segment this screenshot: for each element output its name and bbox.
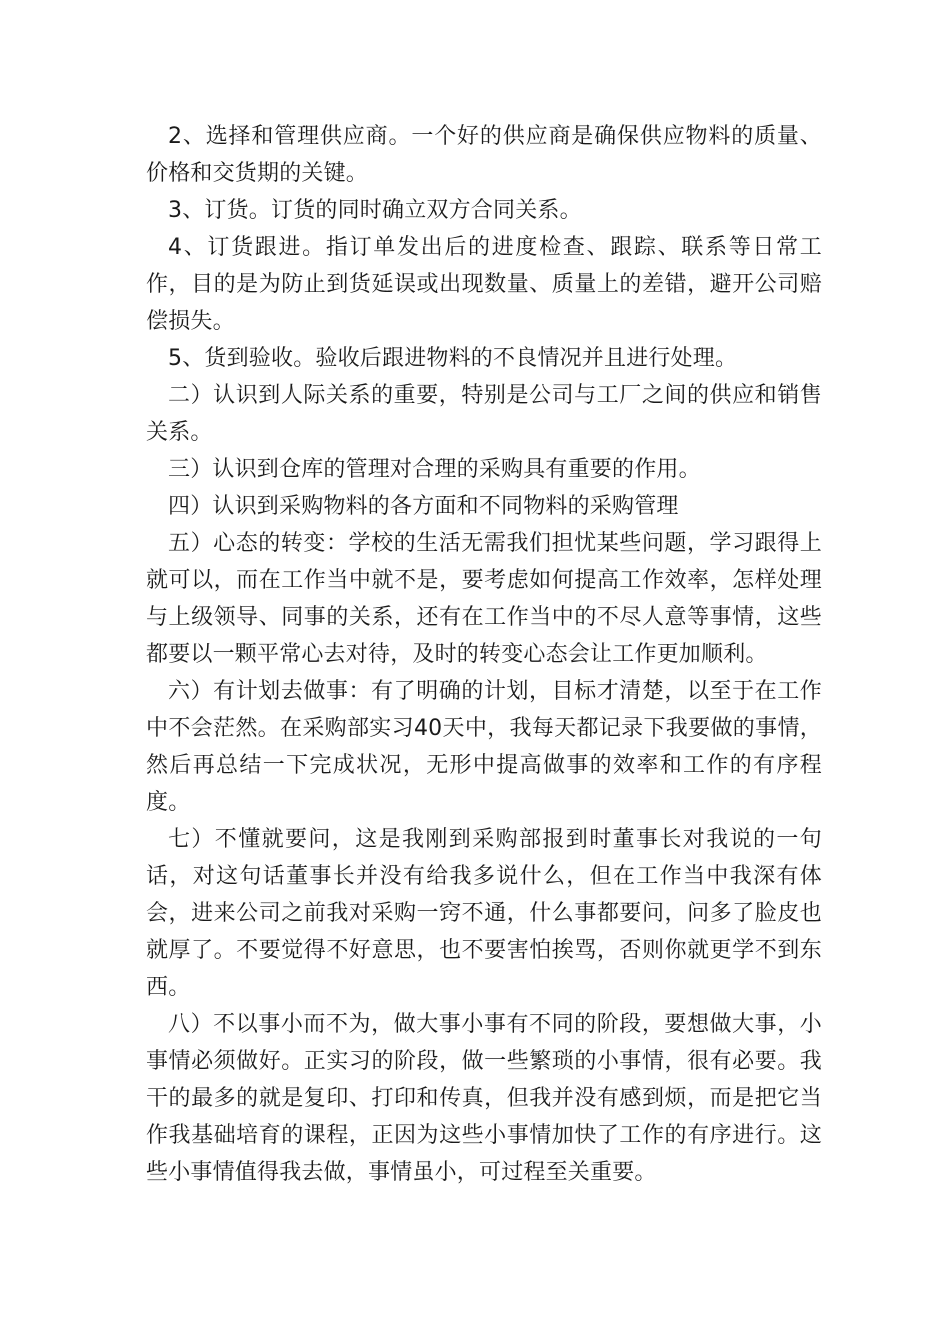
paragraph-relationships: 二）认识到人际关系的重要，特别是公司与工厂之间的供应和销售关系。: [146, 383, 822, 445]
paragraph-supplier: 2、选择和管理供应商。一个好的供应商是确保供应物料的质量、价格和交货期的关键。: [146, 124, 822, 186]
paragraph-ordering: 3、订货。订货的同时确立双方合同关系。: [168, 198, 582, 223]
paragraph-planning: 六）有计划去做事：有了明确的计划，目标才清楚，以至于在工作中不会茫然。在采购部实习40天中，我每天都记录下我要做的事情，然后再总结一下完成状况，无形中提高做事的效率和工作的有序程度。: [146, 679, 822, 815]
paragraph-warehouse: 三）认识到仓库的管理对合理的采购具有重要的作用。: [168, 457, 701, 482]
paragraph-small-tasks: 八）不以事小而不为，做大事小事有不同的阶段，要想做大事，小事情必须做好。正实习的阶段，做一些繁琐的小事情，很有必要。我干的最多的就是复印、打印和传真，但我并没有感到烦，而是把它当作我基础培育的课程，正因为这些小事情加快了工作的有序进行。这些小事情值得我去做，事情虽小，可过程至关重要。: [146, 1012, 822, 1185]
paragraph-ask-questions: 七）不懂就要问，这是我刚到采购部报到时董事长对我说的一句话，对这句话董事长并没有给我多说什么，但在工作当中我深有体会，进来公司之前我对采购一窍不通，什么事都要问，问多了脸皮也就厚了。不要觉得不好意思，也不要害怕挨骂，否则你就更学不到东西。: [146, 827, 822, 1000]
paragraph-mindset: 五）心态的转变：学校的生活无需我们担忧某些问题，学习跟得上就可以，而在工作当中就不是，要考虑如何提高工作效率，怎样处理与上级领导、同事的关系，还有在工作当中的不尽人意等事情，这些都要以一颗平常心去对待，及时的转变心态会让工作更加顺利。: [146, 531, 822, 667]
paragraph-order-followup: 4、订货跟进。指订单发出后的进度检查、跟踪、联系等日常工作，目的是为防止到货延误或出现数量、质量上的差错，避开公司赔偿损失。: [146, 235, 822, 334]
paragraph-acceptance: 5、货到验收。验收后跟进物料的不良情况并且进行处理。: [168, 346, 738, 371]
paragraph-materials: 四）认识到采购物料的各方面和不同物料的采购管理: [168, 494, 679, 519]
